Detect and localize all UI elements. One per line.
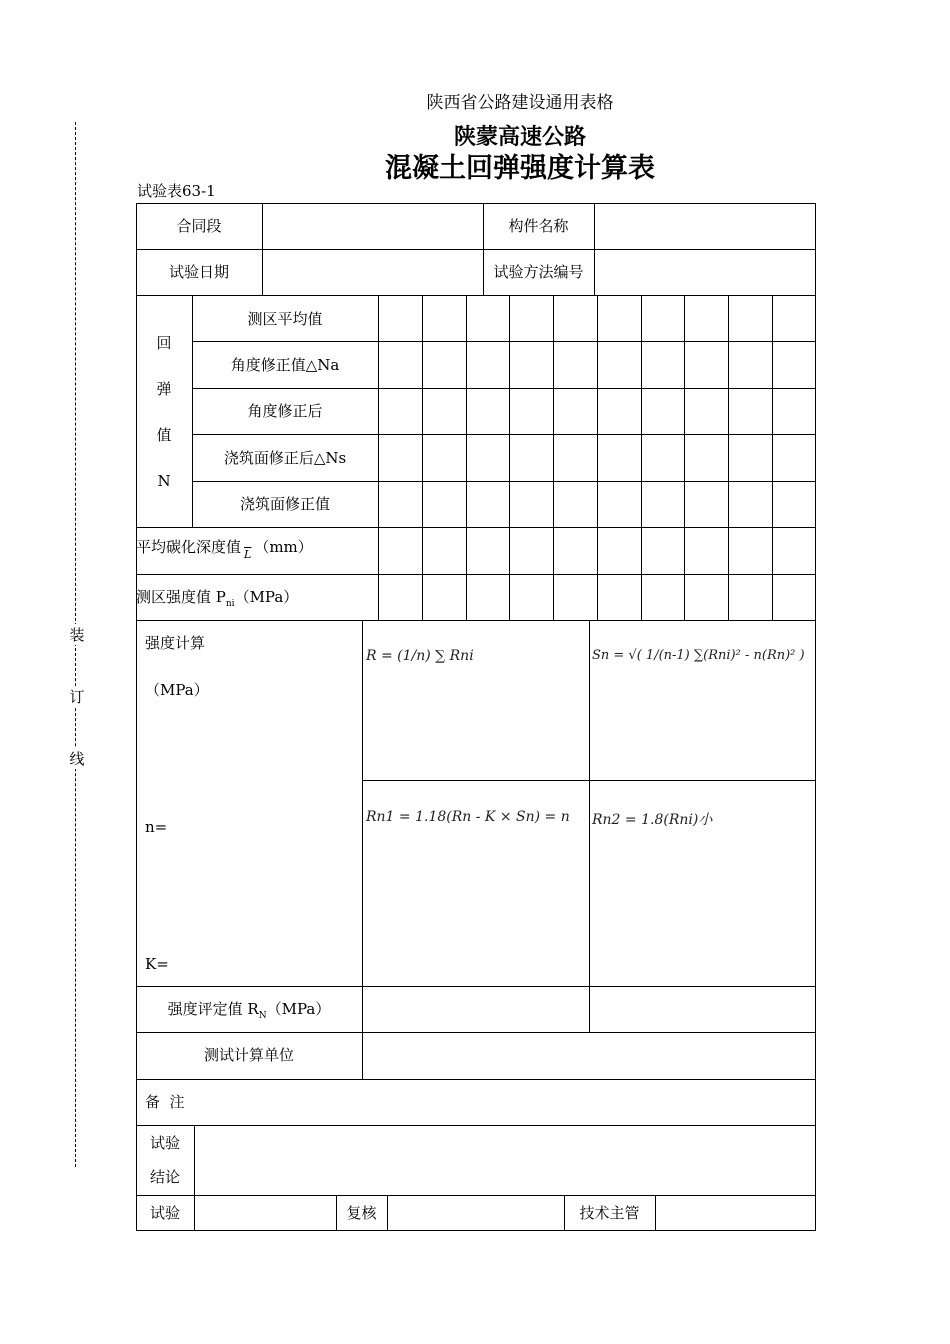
evaluation-row-label bbox=[136, 1002, 362, 1021]
zone-strength-unit: （MPa） bbox=[234, 588, 299, 606]
zone-strength-label: 测区强度值 P bbox=[136, 588, 226, 606]
evaluation-label: 强度评定值 R bbox=[167, 1000, 259, 1018]
formula-rn1: Rn1 = 1.18(Rn - K × Sn) = n bbox=[366, 809, 570, 825]
rebound-row-4: 浇筑面修正后△Ns bbox=[223, 449, 347, 467]
conclusion-label-1: 试验 bbox=[149, 1134, 180, 1152]
supervisor-label: 技术主管 bbox=[579, 1204, 640, 1222]
test-date-label: 试验日期 bbox=[168, 263, 229, 281]
rebound-row-3: 角度修正后 bbox=[247, 402, 323, 420]
contract-section-label: 合同段 bbox=[176, 217, 222, 235]
binding-char-2: 订 bbox=[69, 688, 85, 706]
k-label: K= bbox=[145, 955, 169, 973]
tester-label: 试验 bbox=[149, 1204, 180, 1222]
project-title: 陕蒙高速公路 bbox=[453, 125, 586, 150]
rebound-row-2: 角度修正值△Na bbox=[230, 356, 340, 374]
rebound-group-char-2: 弹 bbox=[156, 380, 172, 398]
carbonation-label: 平均碳化深度值 bbox=[136, 538, 242, 556]
remarks-label: 备 注 bbox=[145, 1093, 185, 1111]
formula-mean: R = (1/n) ∑ Rni bbox=[366, 648, 474, 664]
form-number: 试验表63-1 bbox=[137, 182, 216, 200]
rebound-row-1: 测区平均值 bbox=[247, 310, 323, 328]
formula-std: Sn = √( 1/(n-1) ∑(Rni)² - n(Rn)² ) bbox=[592, 648, 805, 663]
binding-char-3: 线 bbox=[69, 750, 85, 768]
formula-rn2: Rn2 = 1.8(Rni)小 bbox=[592, 812, 713, 828]
binding-char-1: 装 bbox=[69, 626, 85, 644]
n-label: n= bbox=[145, 818, 168, 836]
province-caption: 陕西省公路建设通用表格 bbox=[426, 93, 614, 113]
test-unit-label: 测试计算单位 bbox=[203, 1046, 294, 1064]
evaluation-sub: N bbox=[258, 1011, 267, 1021]
zone-strength-row-label bbox=[136, 590, 298, 609]
form-title: 混凝土回弹强度计算表 bbox=[385, 153, 655, 184]
form-table bbox=[136, 203, 816, 1231]
carbonation-symbol: L bbox=[244, 548, 252, 561]
rebound-group-char-1: 回 bbox=[156, 334, 172, 352]
rebound-group-char-3: 值 bbox=[156, 426, 172, 444]
carbonation-unit: （mm） bbox=[254, 538, 313, 556]
zone-strength-sub: ni bbox=[225, 599, 235, 609]
carbonation-row-label bbox=[136, 538, 313, 561]
reviewer-label: 复核 bbox=[346, 1204, 377, 1222]
strength-calc-unit: （MPa） bbox=[145, 681, 209, 699]
component-name-label: 构件名称 bbox=[508, 217, 569, 235]
strength-calc-label: 强度计算 bbox=[145, 634, 206, 652]
test-method-label: 试验方法编号 bbox=[493, 263, 584, 281]
conclusion-label-2: 结论 bbox=[149, 1168, 180, 1186]
evaluation-unit: （MPa） bbox=[266, 1000, 331, 1018]
rebound-group-char-4: N bbox=[157, 472, 171, 490]
rebound-row-5: 浇筑面修正值 bbox=[239, 495, 330, 513]
